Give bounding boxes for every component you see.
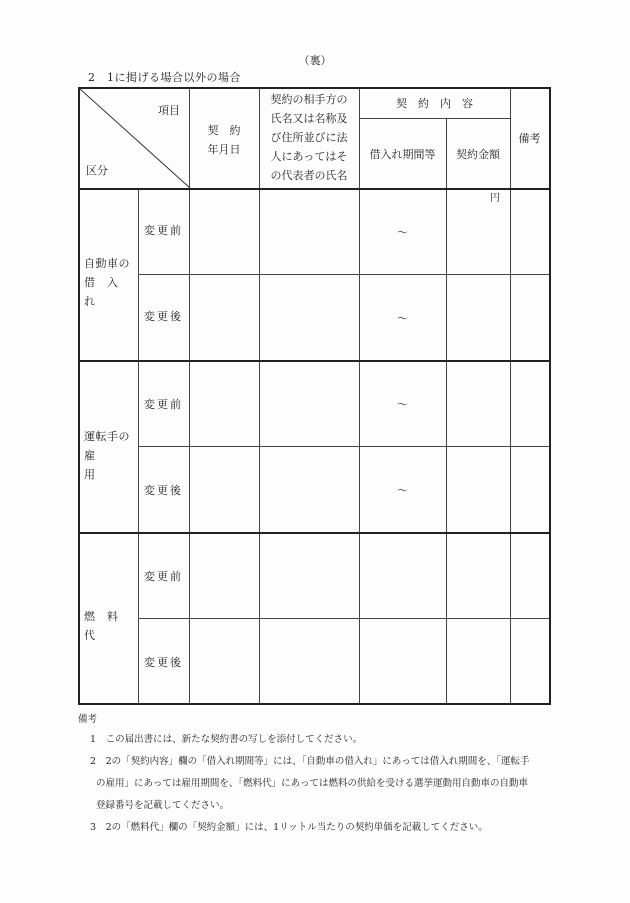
section-label-driver-employment: 運転手の 雇 用	[84, 430, 130, 481]
section-divider	[80, 532, 549, 534]
header-contract-contents: 契 約 内 容	[396, 97, 473, 110]
col-divider	[510, 89, 511, 703]
note-item-continuation: 登録番号を記載してください。	[96, 800, 230, 811]
col-divider	[446, 118, 447, 703]
row-after-label: 変更後	[144, 310, 183, 323]
notes-header: 備考	[78, 714, 98, 725]
period-tilde: ～	[397, 398, 408, 411]
row-after-label: 変更後	[144, 484, 183, 497]
note-item: 2 2の「契約内容」欄の「借入れ期間等」には、「自動車の借入れ」にあっては借入れ期間を、「運転手	[90, 756, 530, 767]
row-divider	[138, 618, 549, 619]
header-period: 借入れ期間等	[369, 148, 436, 161]
header-counterparty: 契約の相手方の 氏名又は名称及 び住所並びに法 人にあってはそ の代表者の氏名	[270, 93, 348, 182]
row-after-label: 変更後	[144, 656, 183, 669]
row-before-label: 変更前	[144, 398, 183, 411]
section-label-vehicle-lease: 自動車の 借 入 れ	[84, 257, 130, 308]
row-divider	[359, 118, 510, 119]
header-amount: 契約金額	[456, 148, 500, 161]
row-before-label: 変更前	[144, 570, 183, 583]
notes-section	[78, 711, 558, 839]
period-tilde: ～	[397, 226, 408, 239]
header-category-label: 区分	[86, 164, 108, 177]
contract-table	[78, 87, 551, 705]
note-item: 3 2の「燃料代」欄の「契約金額」には、1リットル当たりの契約単価を記載してください。	[90, 822, 488, 833]
col-divider	[189, 89, 190, 703]
header-remarks: 備考	[518, 132, 541, 145]
period-tilde: ～	[397, 312, 408, 325]
note-item: 1 この届出書には、新たな契約書の写しを添付してください。	[90, 734, 363, 745]
page-label: （裏）	[298, 54, 332, 67]
header-contract-date: 契 約 年月日	[207, 124, 241, 156]
row-divider	[138, 446, 549, 447]
section-divider	[80, 360, 549, 362]
header-bottom-line	[80, 188, 549, 190]
header-item-label: 項目	[158, 104, 180, 117]
note-item-continuation: の雇用」にあっては雇用期間を、「燃料代」にあっては燃料の供給を受ける選挙運動用自動車の自動車	[96, 778, 529, 789]
section-label-fuel-cost: 燃 料 代	[84, 610, 130, 642]
section-title: 2 1に掲げる場合以外の場合	[88, 71, 241, 84]
row-before-label: 変更前	[144, 224, 183, 237]
amount-yen-unit: 円	[490, 193, 500, 204]
period-tilde: ～	[397, 484, 408, 497]
row-divider	[138, 274, 549, 275]
